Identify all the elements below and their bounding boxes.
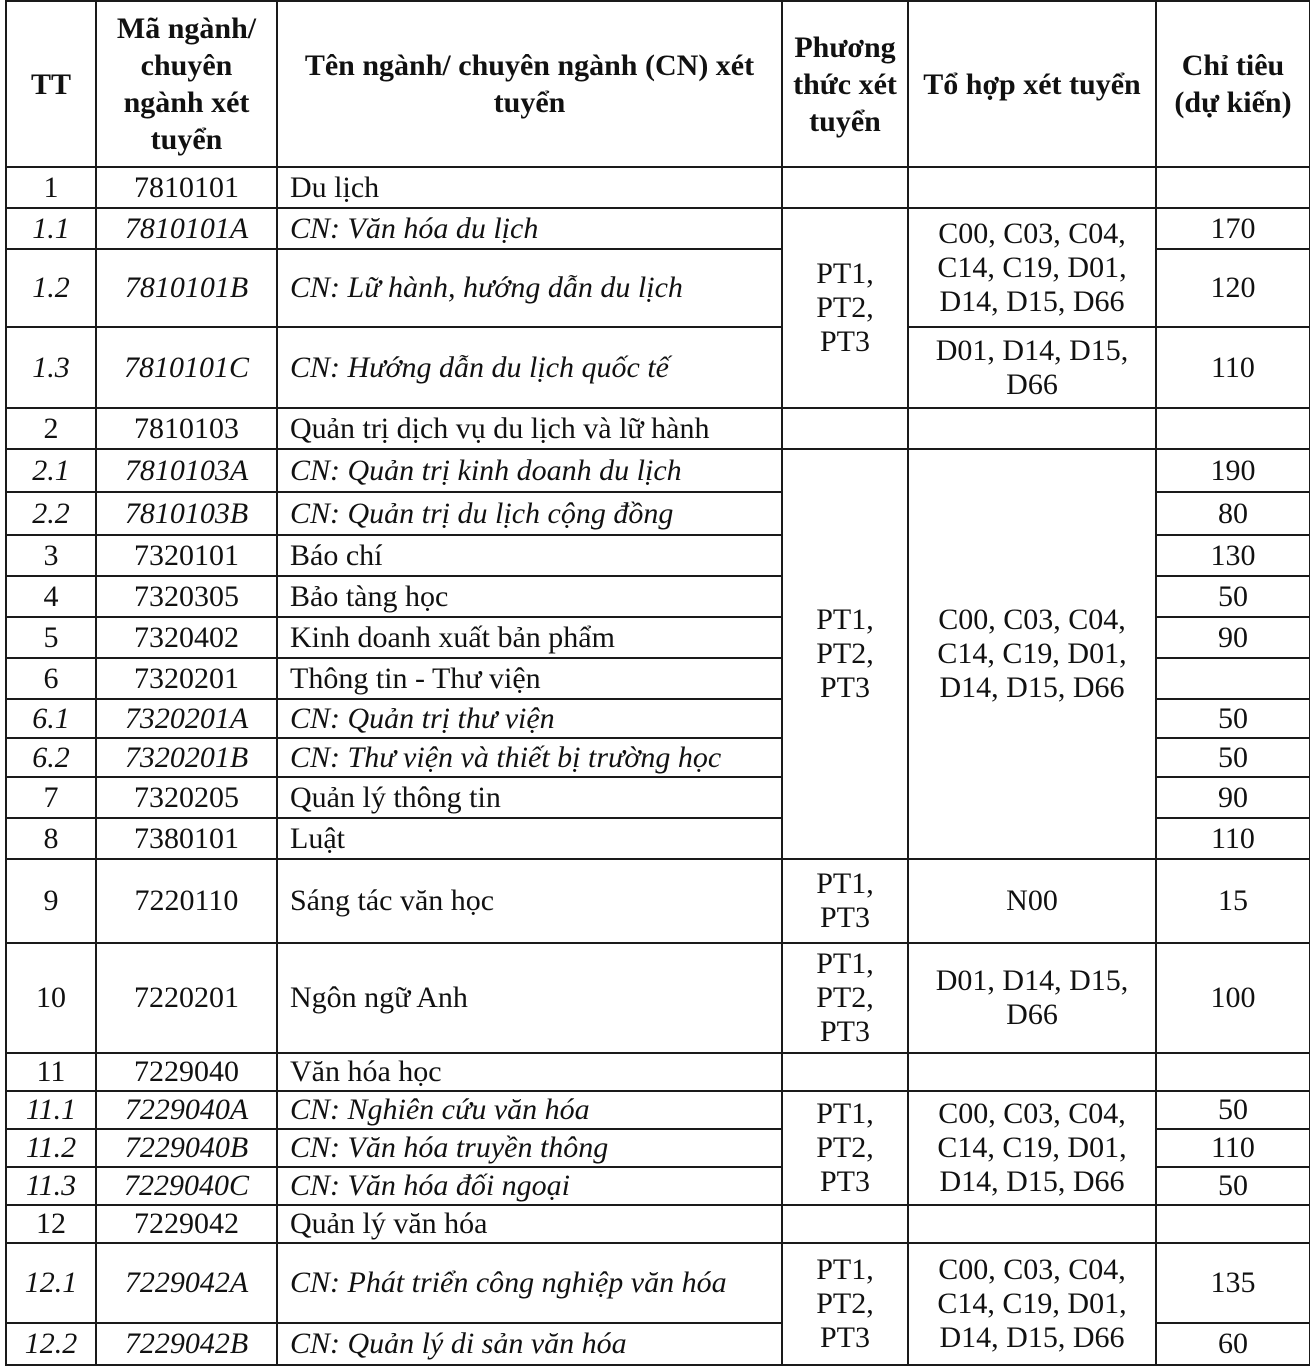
table-row [6, 167, 1310, 208]
cell-ten: CN: Quản trị du lịch cộng đồng [277, 492, 782, 535]
header-row [6, 1, 1310, 167]
cell-ten: Bảo tàng học [277, 576, 782, 617]
cell-ma: 7320402 [96, 617, 277, 658]
cell-chi-tieu [1156, 408, 1310, 449]
cell-to-hop-empty [908, 167, 1156, 208]
cell-ten: Văn hóa học [277, 1053, 782, 1091]
cell-ten: Sáng tác văn học [277, 859, 782, 943]
cell-tt: 11.3 [6, 1167, 96, 1205]
cell-chi-tieu: 50 [1156, 1167, 1310, 1205]
cell-to-hop-empty [908, 1205, 1156, 1243]
cell-chi-tieu: 80 [1156, 492, 1310, 535]
cell-ten: Quản trị dịch vụ du lịch và lữ hành [277, 408, 782, 449]
cell-tt: 3 [6, 535, 96, 576]
table-row [6, 208, 1310, 249]
cell-ma: 7810103B [96, 492, 277, 535]
cell-ten: CN: Văn hóa du lịch [277, 208, 782, 249]
cell-ten: CN: Quản trị kinh doanh du lịch [277, 449, 782, 492]
cell-tt: 9 [6, 859, 96, 943]
cell-phuong-thuc: PT1, PT2, PT3 [782, 943, 908, 1053]
table-row [6, 1053, 1310, 1091]
table-row [6, 408, 1310, 449]
cell-ten: CN: Quản trị thư viện [277, 699, 782, 738]
cell-ma: 7810103 [96, 408, 277, 449]
cell-tt: 12 [6, 1205, 96, 1243]
cell-phuong-thuc-empty [782, 167, 908, 208]
cell-ma: 7320205 [96, 777, 277, 818]
cell-ten: Quản lý văn hóa [277, 1205, 782, 1243]
header-chi-tieu: Chỉ tiêu (dự kiến) [1156, 1, 1310, 167]
admission-table [5, 0, 1310, 1366]
cell-to-hop-empty [908, 1053, 1156, 1091]
cell-ten: Ngôn ngữ Anh [277, 943, 782, 1053]
cell-chi-tieu: 15 [1156, 859, 1310, 943]
cell-tt: 1.3 [6, 327, 96, 408]
cell-tt: 2 [6, 408, 96, 449]
cell-tt: 2.1 [6, 449, 96, 492]
cell-tt: 8 [6, 818, 96, 859]
cell-phuong-thuc: PT1, PT3 [782, 859, 908, 943]
cell-chi-tieu: 110 [1156, 818, 1310, 859]
cell-chi-tieu [1156, 1205, 1310, 1243]
cell-tt: 7 [6, 777, 96, 818]
table-row [6, 1205, 1310, 1243]
cell-phuong-thuc: PT1, PT2, PT3 [782, 208, 908, 408]
cell-chi-tieu: 190 [1156, 449, 1310, 492]
cell-chi-tieu: 50 [1156, 699, 1310, 738]
cell-to-hop: C00, C03, C04, C14, C19, D01, D14, D15, D66 [908, 1243, 1156, 1365]
cell-tt: 4 [6, 576, 96, 617]
cell-phuong-thuc-empty [782, 408, 908, 449]
table-row [6, 449, 1310, 492]
cell-to-hop: D01, D14, D15, D66 [908, 943, 1156, 1053]
cell-ma: 7229042B [96, 1323, 277, 1365]
cell-ma: 7810101B [96, 249, 277, 327]
cell-ten: CN: Quản lý di sản văn hóa [277, 1323, 782, 1365]
cell-chi-tieu: 130 [1156, 535, 1310, 576]
cell-chi-tieu: 50 [1156, 576, 1310, 617]
cell-ten: CN: Văn hóa truyền thông [277, 1129, 782, 1167]
cell-chi-tieu [1156, 658, 1310, 699]
cell-ten: CN: Hướng dẫn du lịch quốc tế [277, 327, 782, 408]
table-row [6, 859, 1310, 943]
cell-phuong-thuc-empty [782, 1053, 908, 1091]
cell-to-hop: C00, C03, C04, C14, C19, D01, D14, D15, D66 [908, 449, 1156, 859]
cell-ma: 7229040A [96, 1091, 277, 1129]
cell-ten: Thông tin - Thư viện [277, 658, 782, 699]
cell-ma: 7229042A [96, 1243, 277, 1323]
cell-tt: 12.2 [6, 1323, 96, 1365]
cell-ten: Du lịch [277, 167, 782, 208]
cell-ma: 7229040C [96, 1167, 277, 1205]
cell-chi-tieu: 90 [1156, 777, 1310, 818]
cell-ten: Luật [277, 818, 782, 859]
cell-tt: 6.1 [6, 699, 96, 738]
cell-ten: CN: Lữ hành, hướng dẫn du lịch [277, 249, 782, 327]
cell-tt: 6 [6, 658, 96, 699]
cell-ten: Quản lý thông tin [277, 777, 782, 818]
cell-tt: 11.2 [6, 1129, 96, 1167]
cell-tt: 11 [6, 1053, 96, 1091]
cell-tt: 10 [6, 943, 96, 1053]
cell-to-hop: D01, D14, D15, D66 [908, 327, 1156, 408]
cell-to-hop-empty [908, 408, 1156, 449]
cell-chi-tieu: 110 [1156, 1129, 1310, 1167]
header-tt: TT [6, 1, 96, 167]
cell-chi-tieu: 50 [1156, 738, 1310, 777]
cell-to-hop: C00, C03, C04, C14, C19, D01, D14, D15, D66 [908, 208, 1156, 327]
table-row [6, 943, 1310, 1053]
cell-chi-tieu: 135 [1156, 1243, 1310, 1323]
header-ten-nganh: Tên ngành/ chuyên ngành (CN) xét tuyển [277, 1, 782, 167]
cell-ma: 7810101 [96, 167, 277, 208]
cell-chi-tieu [1156, 1053, 1310, 1091]
cell-ma: 7320305 [96, 576, 277, 617]
table-row [6, 1243, 1310, 1323]
cell-ma: 7229040 [96, 1053, 277, 1091]
cell-to-hop: C00, C03, C04, C14, C19, D01, D14, D15, D66 [908, 1091, 1156, 1205]
cell-chi-tieu: 110 [1156, 327, 1310, 408]
cell-ten: Kinh doanh xuất bản phẩm [277, 617, 782, 658]
cell-tt: 6.2 [6, 738, 96, 777]
cell-ma: 7320201A [96, 699, 277, 738]
header-to-hop: Tổ hợp xét tuyển [908, 1, 1156, 167]
cell-phuong-thuc: PT1, PT2, PT3 [782, 1243, 908, 1365]
header-phuong-thuc: Phương thức xét tuyển [782, 1, 908, 167]
cell-ma: 7380101 [96, 818, 277, 859]
cell-ma: 7229040B [96, 1129, 277, 1167]
cell-chi-tieu: 60 [1156, 1323, 1310, 1365]
cell-ten: CN: Nghiên cứu văn hóa [277, 1091, 782, 1129]
cell-chi-tieu: 100 [1156, 943, 1310, 1053]
cell-tt: 11.1 [6, 1091, 96, 1129]
cell-chi-tieu: 170 [1156, 208, 1310, 249]
cell-ma: 7810101A [96, 208, 277, 249]
cell-phuong-thuc-empty [782, 1205, 908, 1243]
cell-ma: 7220201 [96, 943, 277, 1053]
table-row [6, 327, 1310, 408]
cell-tt: 1.2 [6, 249, 96, 327]
cell-chi-tieu: 90 [1156, 617, 1310, 658]
cell-ma: 7320201B [96, 738, 277, 777]
cell-tt: 1.1 [6, 208, 96, 249]
cell-ma: 7320101 [96, 535, 277, 576]
cell-phuong-thuc: PT1, PT2, PT3 [782, 1091, 908, 1205]
table-row [6, 1091, 1310, 1129]
cell-tt: 12.1 [6, 1243, 96, 1323]
cell-to-hop: N00 [908, 859, 1156, 943]
cell-ma: 7810103A [96, 449, 277, 492]
cell-chi-tieu: 120 [1156, 249, 1310, 327]
cell-ma: 7810101C [96, 327, 277, 408]
cell-tt: 2.2 [6, 492, 96, 535]
header-ma-nganh: Mã ngành/ chuyên ngành xét tuyển [96, 1, 277, 167]
cell-ma: 7229042 [96, 1205, 277, 1243]
cell-ma: 7320201 [96, 658, 277, 699]
cell-tt: 5 [6, 617, 96, 658]
cell-ten: CN: Thư viện và thiết bị trường học [277, 738, 782, 777]
cell-chi-tieu [1156, 167, 1310, 208]
cell-ma: 7220110 [96, 859, 277, 943]
cell-phuong-thuc: PT1, PT2, PT3 [782, 449, 908, 859]
cell-tt: 1 [6, 167, 96, 208]
cell-ten: CN: Phát triển công nghiệp văn hóa [277, 1243, 782, 1323]
cell-ten: CN: Văn hóa đối ngoại [277, 1167, 782, 1205]
cell-ten: Báo chí [277, 535, 782, 576]
cell-chi-tieu: 50 [1156, 1091, 1310, 1129]
